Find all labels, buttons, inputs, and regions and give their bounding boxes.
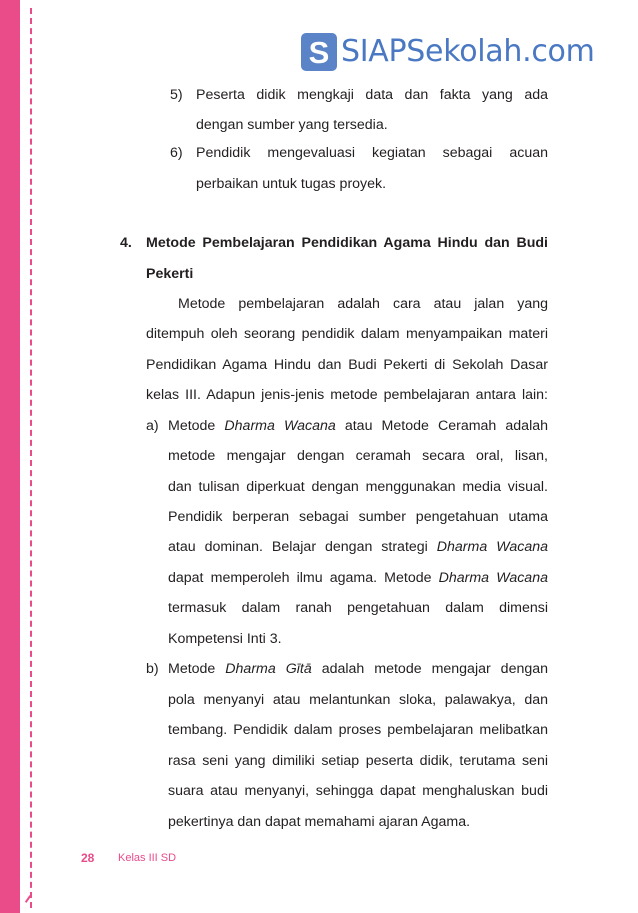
list-label: a) <box>146 418 159 434</box>
logo-badge-icon: S <box>301 33 337 71</box>
list-item-line: pekertinya dan dapat memahami ajaran Agama. <box>168 814 471 830</box>
list-item-line: Metode Dharma Gītā adalah metode mengajar dengan <box>168 661 549 677</box>
step-number: 5) <box>170 87 183 103</box>
step-text: Pendidik mengevaluasi kegiatan sebagai acuan <box>196 145 548 161</box>
list-label: b) <box>146 661 159 677</box>
list-item-line: dapat memperoleh ilmu agama. Metode Dharma Wacana <box>168 570 548 586</box>
step-text: Peserta didik mengkaji data dan fakta yang ada <box>196 87 548 103</box>
list-item-line: pola menyanyi atau melantunkan sloka, palawakya, dan <box>168 692 548 708</box>
footer-label: Kelas III SD <box>118 852 177 864</box>
list-item-line: dan tulisan diperkuat dengan menggunakan media visual. <box>168 479 548 495</box>
list-item-line: atau dominan. Belajar dengan strategi Dharma Wacana <box>168 539 548 555</box>
list-item-line: tembang. Pendidik dalam proses pembelajaran melibatkan <box>168 722 548 738</box>
section-title: Pekerti <box>146 266 194 282</box>
section-title: Metode Pembelajaran Pendidikan Agama Hindu dan Budi <box>146 235 548 251</box>
list-item-line: Pendidik berperan sebagai sumber pengetahuan utama <box>168 509 548 525</box>
list-item-line: termasuk dalam ranah pengetahuan dalam dimensi <box>168 600 548 616</box>
section-number: 4. <box>120 235 132 251</box>
list-item-line: metode mengajar dengan ceramah secara oral, lisan, <box>168 448 548 464</box>
siapsekolah-logo <box>301 32 595 72</box>
page-edge-strip <box>0 0 20 913</box>
page-number: 28 <box>81 851 95 865</box>
list-item-line: Metode Dharma Wacana atau Metode Ceramah adalah <box>168 418 549 434</box>
paragraph-line: kelas III. Adapun jenis-jenis metode pembelajaran antara lain: <box>146 387 548 403</box>
list-item-line: rasa seni yang dimiliki setiap peserta didik, terutama seni <box>168 753 548 769</box>
paragraph-line: Metode pembelajaran adalah cara atau jalan yang <box>178 296 548 312</box>
list-item-line: Kompetensi Inti 3. <box>168 631 282 647</box>
dashed-border <box>30 8 32 908</box>
step-text: perbaikan untuk tugas proyek. <box>196 176 387 192</box>
step-text: dengan sumber yang tersedia. <box>196 117 388 133</box>
step-number: 6) <box>170 145 183 161</box>
paragraph-line: ditempuh oleh seorang pendidik dalam menyampaikan materi <box>146 326 548 342</box>
logo-text: SIAPSekolah.com <box>341 34 595 69</box>
paragraph-line: Pendidikan Agama Hindu dan Budi Pekerti di Sekolah Dasar <box>146 357 548 373</box>
list-item-line: suara atau menyanyi, sehingga dapat menghaluskan budi <box>168 783 548 799</box>
